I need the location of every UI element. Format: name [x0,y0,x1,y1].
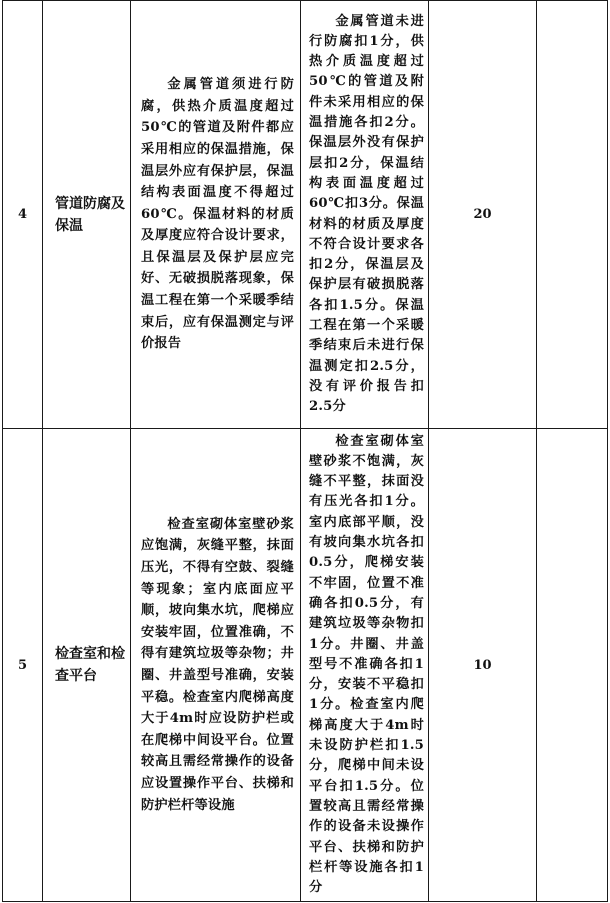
inspection-item: 管道防腐及保温 [43,1,131,429]
blank-cell [537,429,608,902]
inspection-item: 检查室和检查平台 [43,429,131,902]
score-value: 20 [429,1,537,429]
score-value: 10 [429,429,537,902]
deduction-rule-text: 检查室砌体室壁砂浆不饱满，灰缝不平整，抹面没有压光各扣1分。室内底部平顺，没有坡向集水坑各扣0.5分，爬梯安装不牢固，位置不准确各扣0.5分，有建筑垃圾等杂物扣1分。井圈、井盖型号不准确各扣1分，安装不平稳扣1分。检查室内爬梯高度大于4m时未设防护栏扣1.5分，爬梯中间未设平台扣1.5分。位置较高且需经常操作的设备未设操作平台、扶梯和防护栏杆等设施各扣1分 [301,429,429,902]
row-number: 4 [3,1,43,429]
table-row [3,429,608,902]
deduction-rule-text: 金属管道未进行防腐扣1分，供热介质温度超过50℃的管道及附件未采用相应的保温措施各扣2分。保温层外没有保护层扣2分，保温结构表面温度超过60℃扣3分。保温材料的材质及厚度不符合设计要求各扣2分，保温层及保护层有破损脱落各扣1.5分。保温工程在第一个采暖季结束后未进行保温测定扣2.5分，没有评价报告扣2.5分 [301,1,429,429]
requirement-text: 检查室砌体室壁砂浆应饱满，灰缝平整，抹面压光，不得有空鼓、裂缝等现象；室内底面应平顺，坡向集水坑，爬梯应安装牢固，位置准确，不得有建筑垃圾等杂物；井圈、井盖型号准确，安装平稳。检查室内爬梯高度大于4m时应设防护栏或在爬梯中间设平台。位置较高且需经常操作的设备应设置操作平台、扶梯和防护栏杆等设施 [131,429,301,902]
requirement-text: 金属管道须进行防腐，供热介质温度超过50℃的管道及附件都应采用相应的保温措施，保温层外应有保护层，保温结构表面温度不得超过60℃。保温材料的材质及厚度应符合设计要求，且保温层及保护层应完好、无破损脱落现象，保温工程在第一个采暖季结束后，应有保温测定与评价报告 [131,1,301,429]
table-row [3,1,608,429]
blank-cell [537,1,608,429]
inspection-scoring-table [2,0,608,902]
row-number: 5 [3,429,43,902]
